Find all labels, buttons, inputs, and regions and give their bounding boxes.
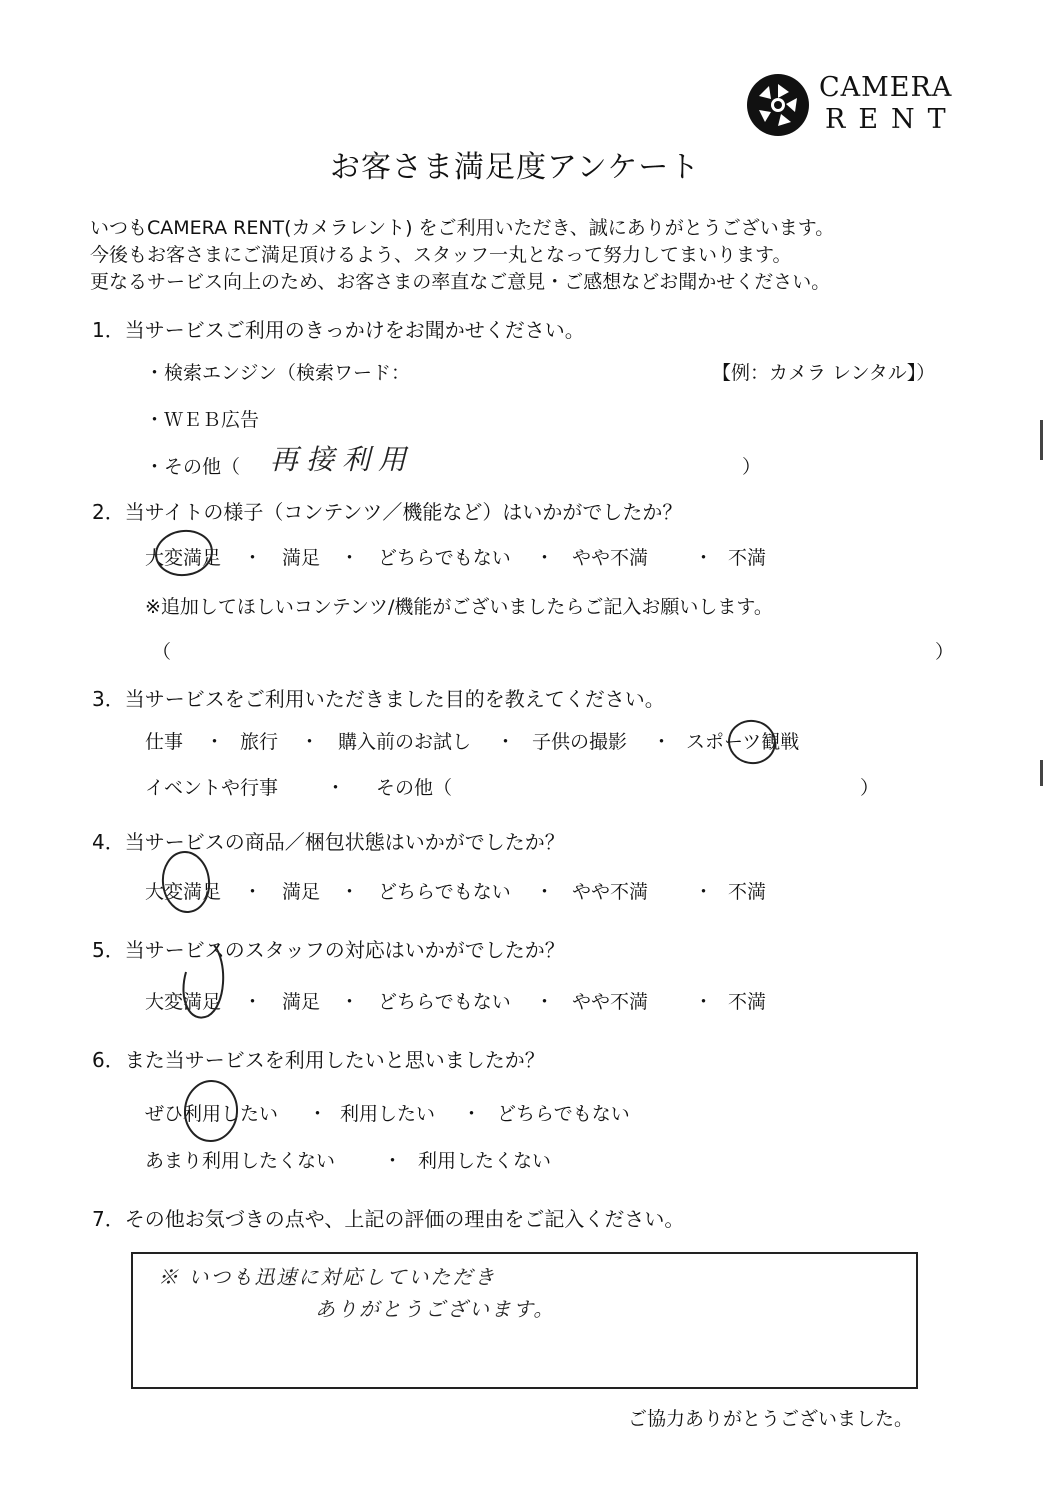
q3-separator: ・: [205, 731, 225, 753]
q4-option-dissatisfied: 不満: [728, 881, 767, 903]
q5-option-slightly-dissatisfied: やや不満: [572, 991, 649, 1013]
q2-option-satisfied: 満足: [282, 547, 321, 569]
q2-separator: ・: [535, 547, 555, 569]
q2-separator: ・: [340, 547, 360, 569]
q4-option-satisfied: 満足: [282, 881, 321, 903]
survey-title: お客さま満足度アンケート: [330, 150, 701, 185]
q4-option-slightly-dissatisfied: やや不満: [572, 881, 649, 903]
q3-option-work: 仕事: [145, 731, 184, 753]
q6-option-yes: 利用したい: [340, 1103, 436, 1125]
q3-option-trial: 購入前のお試し: [338, 731, 472, 753]
q2-note: ※追加してほしいコンテンツ/機能がございましたらご記入お願いします。: [145, 596, 773, 618]
q6-option-definitely: ぜひ利用したい: [145, 1103, 279, 1125]
q3-option-other: その他（: [376, 777, 453, 799]
q4-separator: ・: [694, 881, 714, 903]
question-5-label: 5．当サービスのスタッフの対応はいかがでしたか？: [92, 938, 565, 962]
q2-option-very-satisfied: 大変満足: [145, 547, 222, 569]
q3-separator: ・: [326, 777, 346, 799]
q3-option-children: 子供の撮影: [532, 731, 628, 753]
q2-close-paren: ）: [935, 641, 955, 663]
q2-separator: ・: [243, 547, 263, 569]
q6-separator: ・: [383, 1150, 403, 1172]
q3-separator: ・: [300, 731, 320, 753]
closing-thanks: ご協力ありがとうございました。: [628, 1408, 914, 1430]
q4-separator: ・: [535, 881, 555, 903]
intro-line-2: 今後もお客さまにご満足頂けるよう、スタッフ一丸となって努力してまいります。: [90, 244, 792, 266]
q1-web-ad: ・ＷＥＢ広告: [145, 409, 260, 431]
q3-option-event: イベントや行事: [145, 777, 279, 799]
q5-separator: ・: [694, 991, 714, 1013]
scan-edge-mark: [1040, 420, 1043, 460]
q5-option-satisfied: 満足: [282, 991, 321, 1013]
q1-search-engine: ・検索エンジン（検索ワード：: [145, 362, 411, 384]
q4-option-very-satisfied: 大変満足: [145, 881, 222, 903]
logo-text-camera: CAMERA: [819, 72, 953, 103]
q6-separator: ・: [308, 1103, 328, 1125]
question-1-label: 1．当サービスご利用のきっかけをお聞かせください。: [92, 318, 585, 342]
q1-other: ・その他（: [145, 456, 241, 478]
q7-handwritten-line-1: ※ いつも迅速に対応していただき: [158, 1265, 497, 1289]
intro-line-1: いつもCAMERA RENT(カメラレント) をご利用いただき、誠にありがとうございます。: [90, 217, 835, 239]
q5-option-neutral: どちらでもない: [378, 991, 511, 1013]
q1-other-handwritten-answer: 再接利用: [270, 443, 415, 476]
q4-separator: ・: [340, 881, 360, 903]
q3-option-sports: スポーツ観戦: [686, 731, 800, 753]
q2-open-paren: （: [152, 641, 172, 663]
q3-other-close: ）: [860, 777, 880, 799]
question-4-label: 4．当サービスの商品／梱包状態はいかがでしたか？: [92, 830, 565, 854]
q6-option-not-much: あまり利用したくない: [145, 1150, 336, 1172]
intro-line-3: 更なるサービス向上のため、お客さまの率直なご意見・ご感想などお聞かせください。: [90, 271, 831, 293]
question-3-label: 3．当サービスをご利用いただきました目的を教えてください。: [92, 687, 665, 711]
q1-search-example: 【例：カメラ レンタル】）: [712, 362, 936, 384]
q2-separator: ・: [694, 547, 714, 569]
q5-option-dissatisfied: 不満: [728, 991, 767, 1013]
q6-option-no: 利用したくない: [418, 1150, 552, 1172]
question-2-label: 2．当サイトの様子（コンテンツ／機能など）はいかがでしたか？: [92, 500, 683, 524]
logo-text-rent: RENT: [825, 104, 959, 135]
q4-option-neutral: どちらでもない: [378, 881, 511, 903]
q5-separator: ・: [535, 991, 555, 1013]
question-6-label: 6．また当サービスを利用したいと思いましたか？: [92, 1048, 545, 1072]
question-7-label: 7．その他お気づきの点や、上記の評価の理由をご記入ください。: [92, 1207, 685, 1231]
scan-edge-mark: [1040, 760, 1043, 786]
camera-rent-logo: [745, 70, 959, 140]
q6-option-neutral: どちらでもない: [497, 1103, 630, 1125]
q2-option-neutral: どちらでもない: [378, 547, 511, 569]
q4-separator: ・: [243, 881, 263, 903]
q5-separator: ・: [243, 991, 263, 1013]
q5-option-very-satisfied: 大変満足: [145, 991, 222, 1013]
q5-separator: ・: [340, 991, 360, 1013]
q7-handwritten-line-2: ありがとうございます。: [315, 1297, 556, 1321]
q3-option-travel: 旅行: [240, 731, 279, 753]
aperture-icon: [745, 72, 811, 138]
q2-option-dissatisfied: 不満: [728, 547, 767, 569]
q1-other-close: ）: [742, 456, 762, 478]
q6-separator: ・: [462, 1103, 482, 1125]
q3-separator: ・: [652, 731, 672, 753]
q2-option-slightly-dissatisfied: やや不満: [572, 547, 649, 569]
q3-separator: ・: [496, 731, 516, 753]
